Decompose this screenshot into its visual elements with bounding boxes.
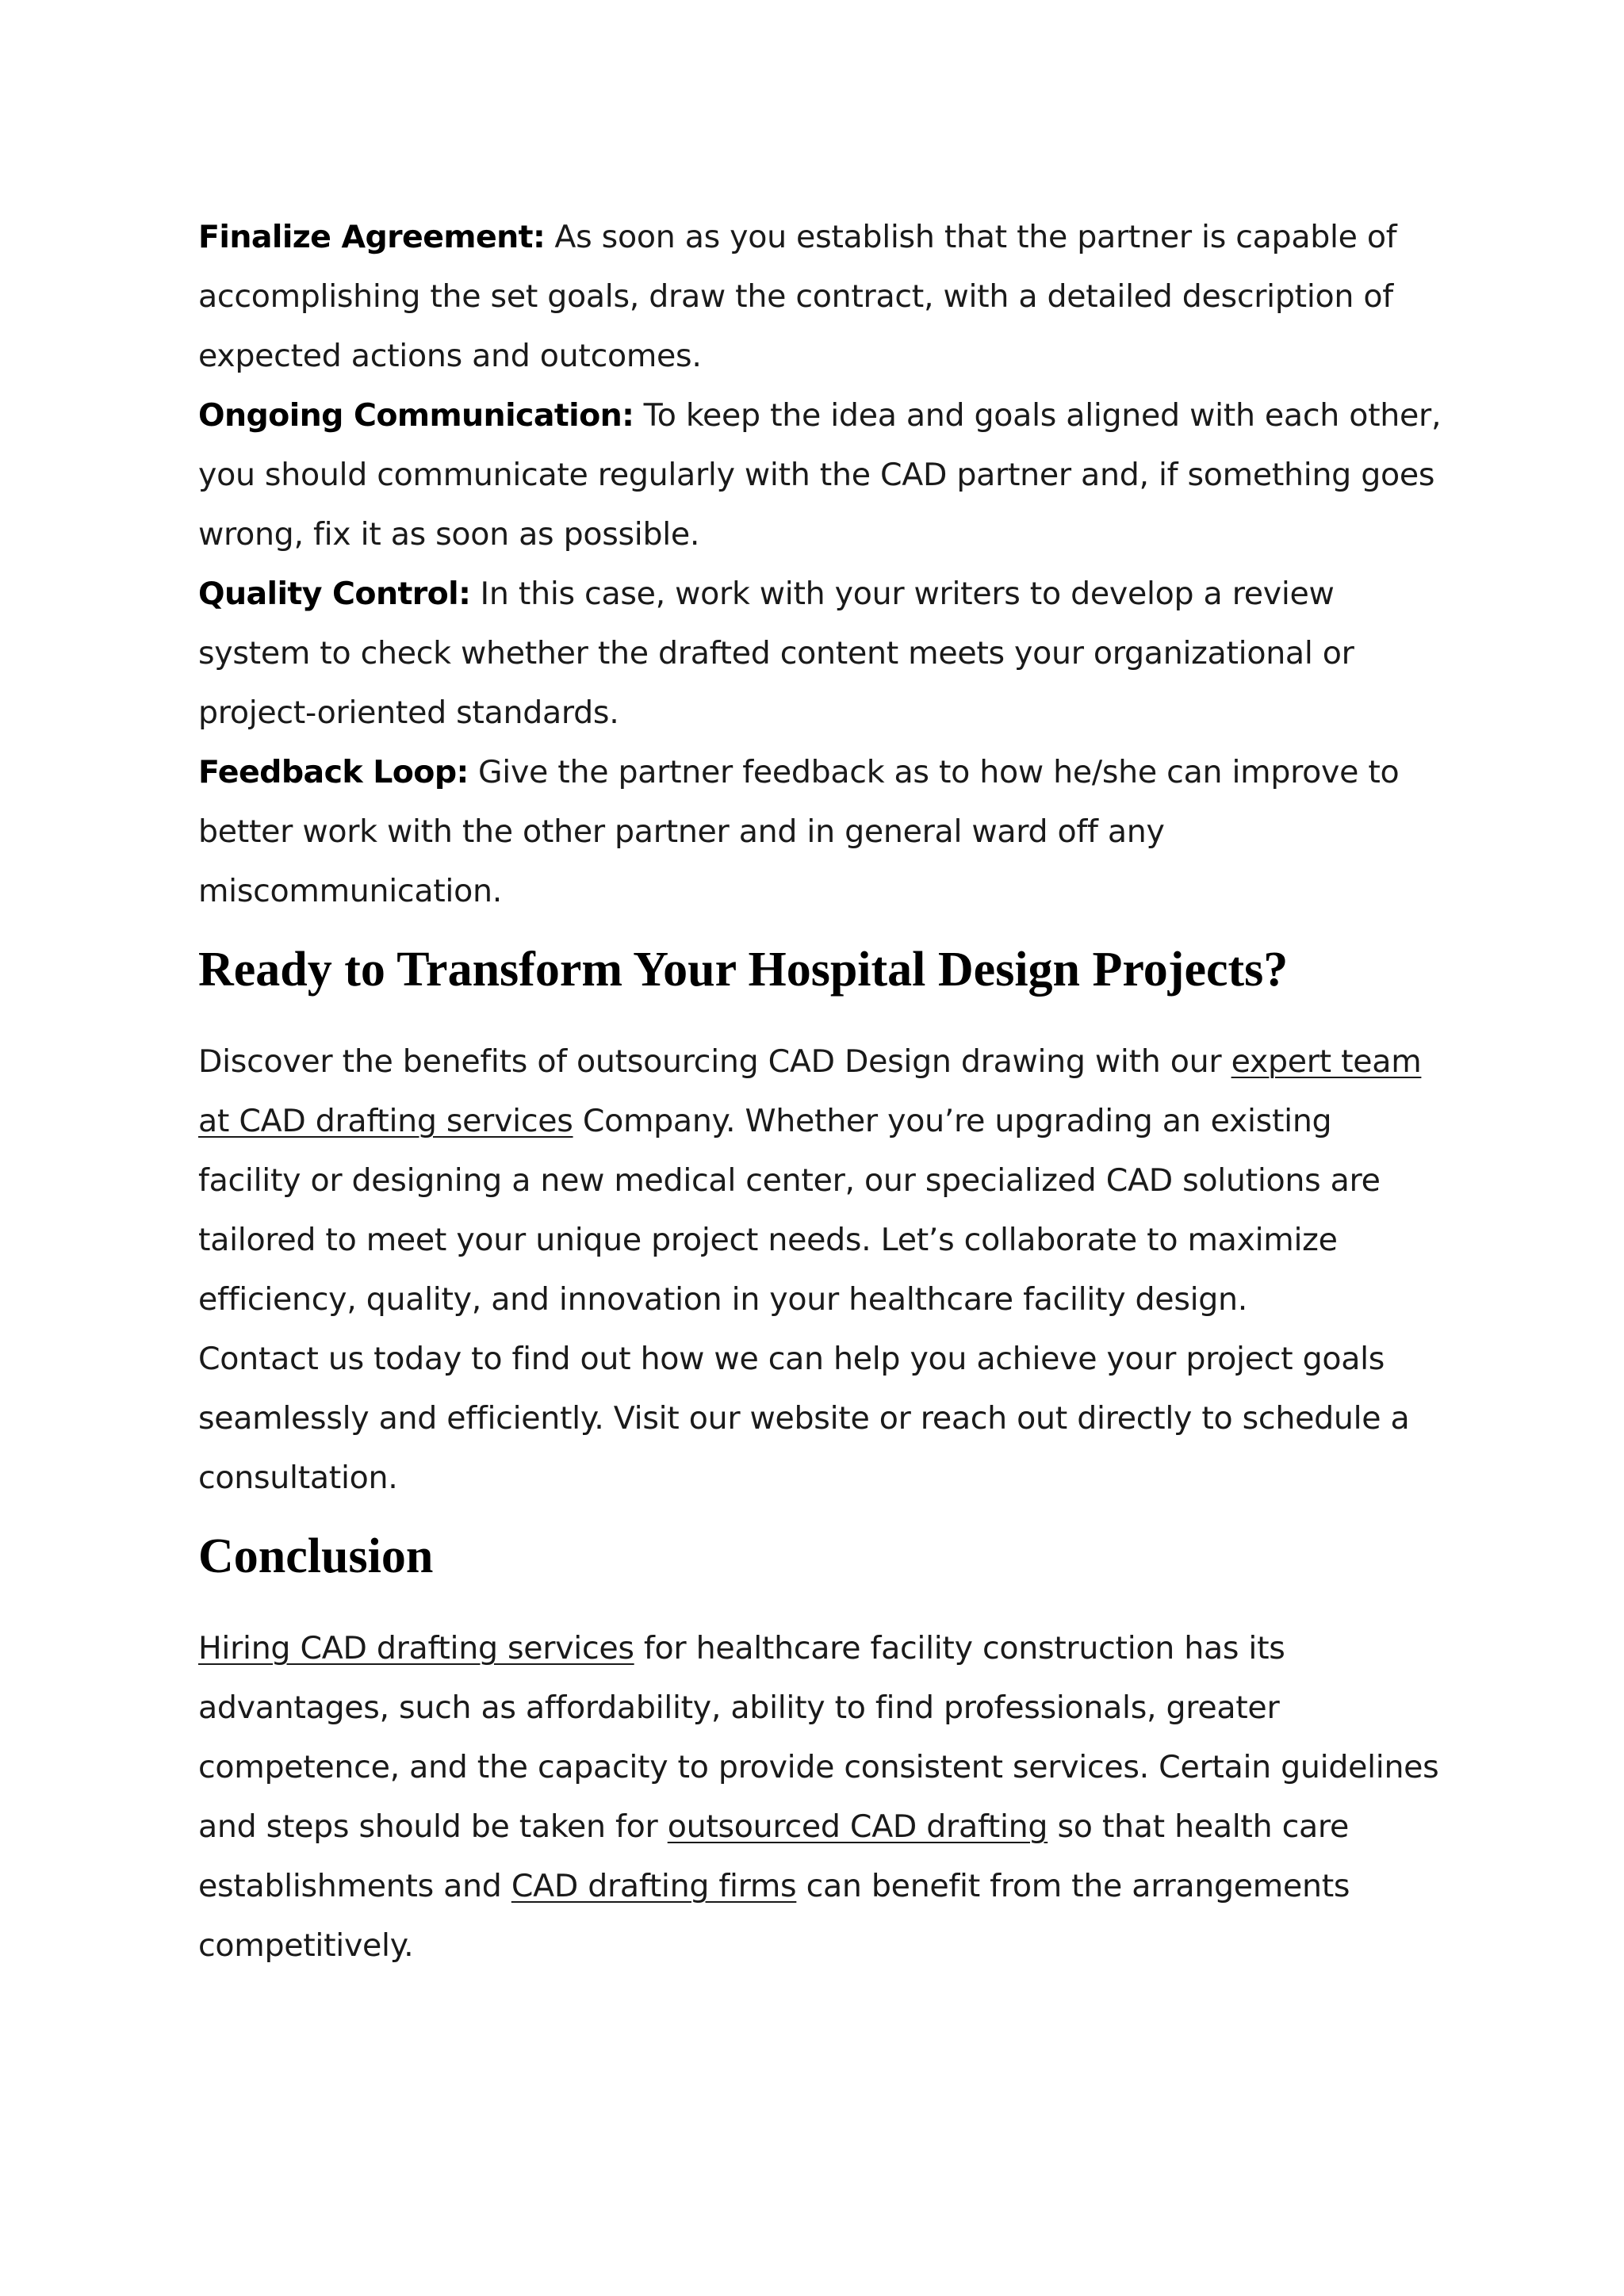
step-finalize-agreement (198, 208, 1443, 386)
conclusion-text-1: for healthcare facility construction has its advantages, such as affordability, ability to find professionals, greater competence, and the capacity to provide consistent services. Certain guidelines and steps should be taken for (198, 1630, 1439, 1845)
conclusion-text-3: can benefit from the arrangements competitively. (198, 1868, 1350, 1964)
step-label: Finalize Agreement: (198, 219, 546, 255)
conclusion-paragraph (198, 1619, 1443, 1976)
outsourced-cad-drafting-link[interactable]: outsourced CAD drafting (667, 1808, 1048, 1845)
expert-team-link[interactable]: expert team at CAD drafting services (198, 1043, 1422, 1139)
conclusion-heading: Conclusion (198, 1529, 434, 1583)
step-label: Ongoing Communication: (198, 397, 634, 434)
step-text: As soon as you establish that the partner is capable of accomplishing the set goals, draw the contract, with a detailed description of expected actions and outcomes. (198, 219, 1397, 374)
cta-section (198, 1032, 1443, 1508)
cad-drafting-firms-link[interactable]: CAD drafting firms (511, 1868, 797, 1904)
conclusion-text-2: so that health care establishments and (198, 1808, 1350, 1904)
contact-paragraph: Contact us today to find out how we can help you achieve your project goals seamlessly and efficiently. Visit our website or reach out directly to schedule a consultation. (198, 1341, 1410, 1496)
conclusion-section (198, 1619, 1443, 1976)
step-ongoing-communication (198, 386, 1443, 564)
step-label: Quality Control: (198, 576, 471, 612)
hiring-cad-drafting-services-link[interactable]: Hiring CAD drafting services (198, 1630, 634, 1667)
steps-list (198, 208, 1443, 921)
cta-text-before: Discover the benefits of outsourcing CAD Design drawing with our (198, 1043, 1231, 1080)
step-text: To keep the idea and goals aligned with each other, you should communicate regularly with the CAD partner and, if something goes wrong, fix it as soon as possible. (198, 397, 1442, 553)
step-quality-control (198, 564, 1443, 743)
step-text: In this case, work with your writers to develop a review system to check whether the drafted content meets your organizational or project-oriented standards. (198, 576, 1354, 731)
cta-heading: Ready to Transform Your Hospital Design Projects? (198, 943, 1289, 997)
cta-text-after: Company. Whether you’re upgrading an existing facility or designing a new medical center, our specialized CAD solutions are tailored to meet your unique project needs. Let’s collaborate to maximize efficiency, quality, and innovation in your healthcare facility design. (198, 1103, 1381, 1318)
step-feedback-loop (198, 743, 1443, 921)
step-text: Give the partner feedback as to how he/she can improve to better work with the other partner and in general ward off any miscommunication. (198, 754, 1400, 909)
cta-paragraph (198, 1032, 1443, 1330)
step-label: Feedback Loop: (198, 754, 469, 790)
document-page (198, 208, 1443, 1976)
